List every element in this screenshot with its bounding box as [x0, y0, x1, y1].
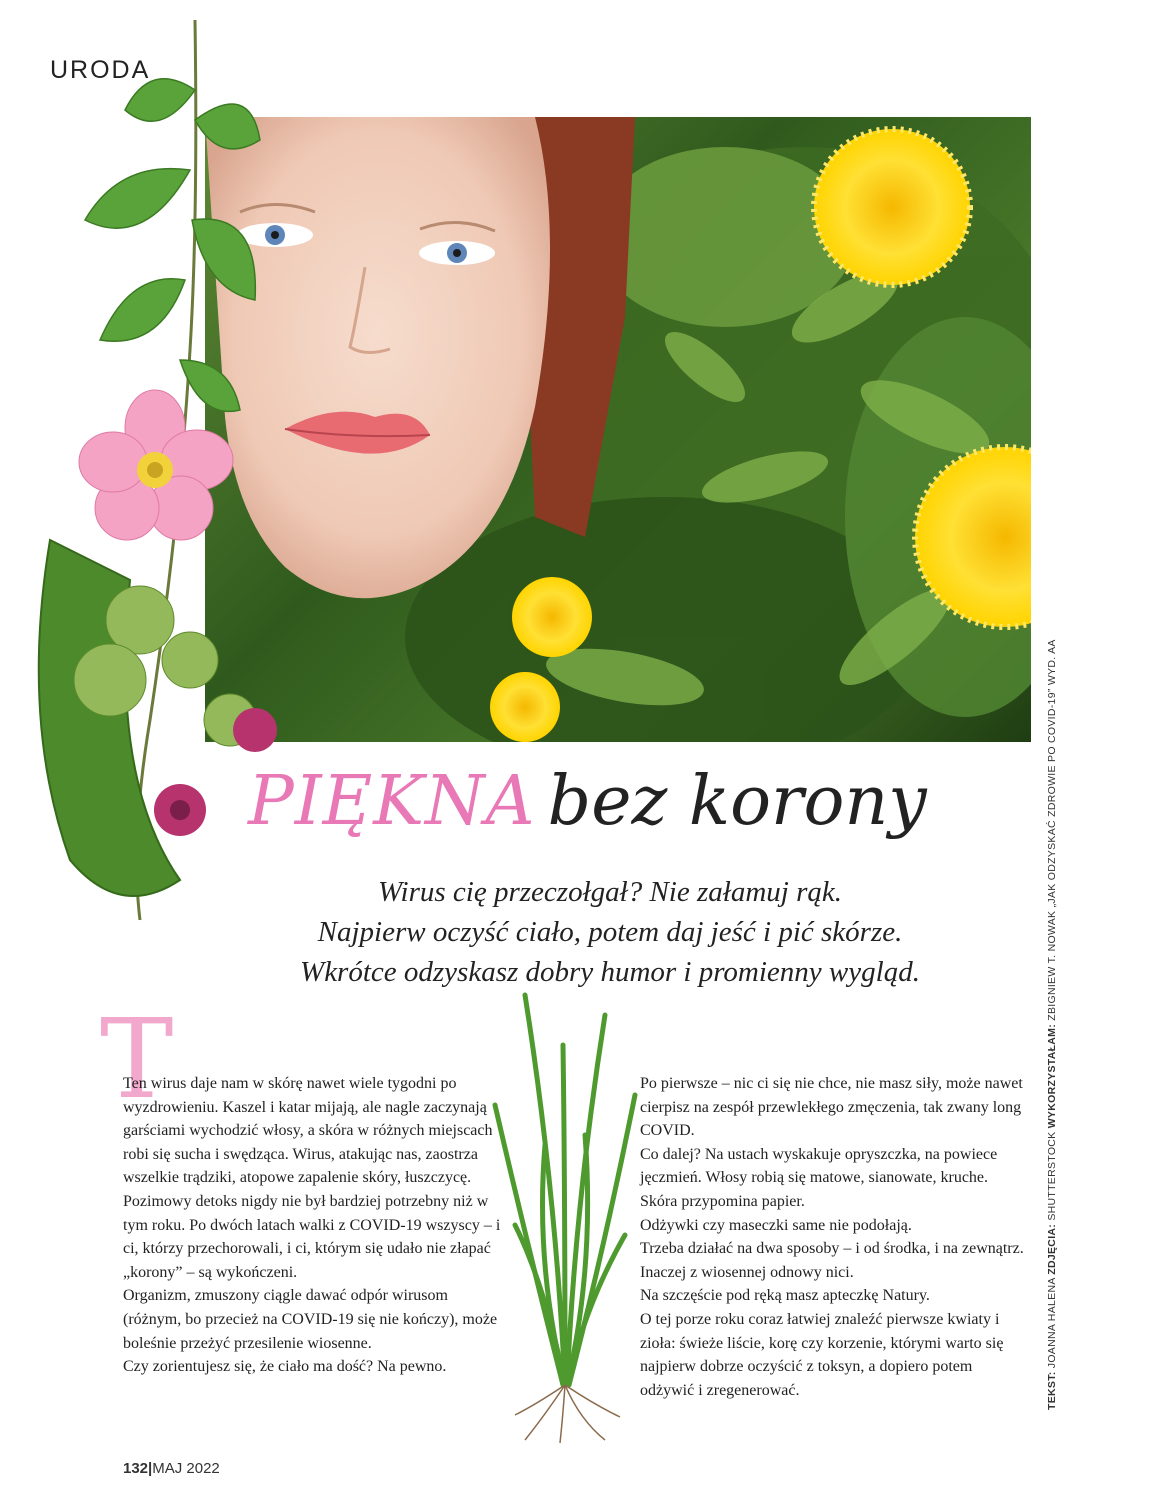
drop-cap: T	[100, 995, 174, 1123]
credit-photo-label: ZDJĘCIA:	[1046, 1223, 1058, 1275]
body-paragraph: Trzeba działać na dwa sposoby – i od środka, i na zewnątrz. Inaczej z wiosennej odnowy nici.	[640, 1240, 1024, 1281]
credit-text-label: TEKST:	[1046, 1371, 1058, 1410]
credit-photo-source: SHUTTERSTOCK	[1046, 1131, 1058, 1221]
body-paragraph: Pozimowy detoks nigdy nie był bardziej potrzebny niż w tym roku. Po dwóch latach walki z COVID-19 wszyscy – i ci, którzy przechorowali, i ci, którym się udało nie złapać „korony” – są wykończeni.	[123, 1192, 501, 1281]
issue-date: MAJ 2022	[152, 1460, 220, 1477]
grass-illustration	[485, 985, 645, 1445]
body-paragraph: Na szczęście pod ręką masz apteczkę Natury.	[640, 1287, 930, 1305]
page-number: 132	[123, 1460, 149, 1477]
body-paragraph: Co dalej? Na ustach wyskakuje opryszczka, na powiece jęczmień. Włosy robią się matowe, sianowate, kruche. Skóra przypomina papier.	[640, 1145, 998, 1210]
lead-line: Wirus cię przeczołgał? Nie załamuj rąk.	[378, 876, 842, 908]
photo-credits	[1046, 639, 1058, 1410]
title-rest: bez korony	[547, 762, 927, 841]
section-label: URODA	[50, 56, 151, 84]
body-paragraph: Po pierwsze – nic ci się nie chce, nie masz siły, może nawet cierpisz na zespół przewlekłego zmęczenia, tak zwany long COVID.	[640, 1075, 1023, 1140]
credit-used-source: ZBIGNIEW T. NOWAK „JAK ODZYSKAĆ ZDROWIE PO COVID-19” WYD. AA	[1046, 639, 1058, 1021]
page-folio: 132|MAJ 2022	[123, 1460, 220, 1477]
credit-text-author: JOANNA HALENA	[1046, 1277, 1058, 1369]
body-column-left	[123, 1072, 508, 1379]
lead-line: Wkrótce odzyskasz dobry humor i promienny wygląd.	[300, 956, 920, 988]
article-lead	[170, 872, 1050, 992]
body-paragraph: Ten wirus daje nam w skórę nawet wiele tygodni po wyzdrowieniu. Kaszel i katar mijają, ale nagle zaczynają garściami wychodzić włosy, a skóra w różnych miejscach robi się sucha i swędząca. Wirus, atakując nas, zaostrza wszelkie trądziki, atopowe zapalenie skóry, łuszczycę.	[123, 1075, 493, 1187]
lead-line: Najpierw oczyść ciało, potem daj jeść i pić skórze.	[317, 916, 903, 948]
credit-used-label: WYKORZYSTAŁAM:	[1046, 1023, 1058, 1129]
body-paragraph: Organizm, zmuszony ciągle dawać odpór wirusom (różnym, bo przecież na COVID-19 się nie kończy), może boleśnie przeżyć przesilenie wiosenne.	[123, 1287, 498, 1352]
body-paragraph: Odżywki czy maseczki same nie podołają.	[640, 1216, 912, 1234]
body-column-right	[640, 1072, 1025, 1402]
hero-illustration	[205, 117, 1031, 742]
body-paragraph: Czy zorientujesz się, że ciało ma dość? Na pewno.	[123, 1358, 447, 1376]
body-paragraph: O tej porze roku coraz łatwiej znaleźć pierwsze kwiaty i zioła: świeże liście, korę czy korzenie, którymi warto się najpierw dobrze oczyścić z toksyn, a dopiero potem odżywić i zregenerować.	[640, 1310, 1004, 1399]
article-title	[248, 762, 927, 841]
title-highlight: PIĘKNA	[248, 762, 536, 841]
hero-photo	[205, 117, 1031, 742]
